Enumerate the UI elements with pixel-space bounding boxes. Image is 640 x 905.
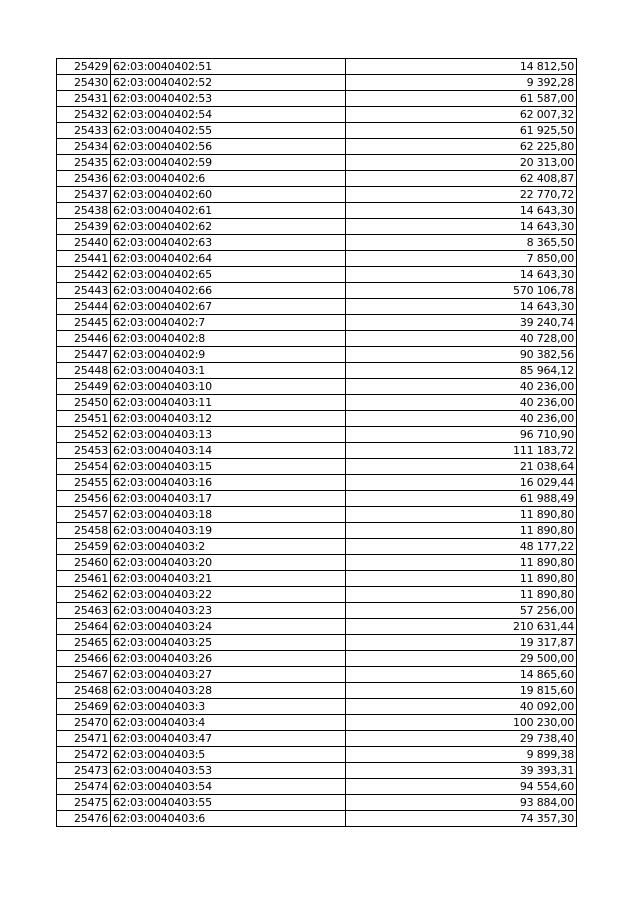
table-row [57,635,577,651]
cadastral-number-cell: 62:03:0040402:67 [111,299,346,315]
table-row [57,187,577,203]
cadastral-number-cell: 62:03:0040403:2 [111,539,346,555]
cadastral-number-cell: 62:03:0040402:54 [111,107,346,123]
cadastral-number-cell: 62:03:0040403:4 [111,715,346,731]
table-row [57,347,577,363]
value-cell: 20 313,00 [346,155,577,171]
row-number-cell: 25474 [57,779,111,795]
row-number-cell: 25438 [57,203,111,219]
cadastral-number-cell: 62:03:0040403:27 [111,667,346,683]
cadastral-number-cell: 62:03:0040403:26 [111,651,346,667]
table-row [57,523,577,539]
cadastral-number-cell: 62:03:0040403:28 [111,683,346,699]
value-cell: 62 225,80 [346,139,577,155]
cadastral-value-table [56,58,577,827]
cadastral-number-cell: 62:03:0040403:53 [111,763,346,779]
cadastral-number-cell: 62:03:0040402:65 [111,267,346,283]
row-number-cell: 25448 [57,363,111,379]
cadastral-number-cell: 62:03:0040403:6 [111,811,346,827]
value-cell: 61 925,50 [346,123,577,139]
cadastral-number-cell: 62:03:0040403:15 [111,459,346,475]
table-row [57,651,577,667]
row-number-cell: 25461 [57,571,111,587]
value-cell: 61 988,49 [346,491,577,507]
row-number-cell: 25471 [57,731,111,747]
table-row [57,555,577,571]
table-row [57,331,577,347]
table-row [57,235,577,251]
value-cell: 85 964,12 [346,363,577,379]
cadastral-number-cell: 62:03:0040403:5 [111,747,346,763]
table-row [57,779,577,795]
table-row [57,459,577,475]
table-row [57,171,577,187]
row-number-cell: 25463 [57,603,111,619]
cadastral-number-cell: 62:03:0040402:62 [111,219,346,235]
value-cell: 40 092,00 [346,699,577,715]
value-cell: 210 631,44 [346,619,577,635]
table-row [57,107,577,123]
table-body [57,59,577,827]
cadastral-number-cell: 62:03:0040402:56 [111,139,346,155]
row-number-cell: 25432 [57,107,111,123]
cadastral-number-cell: 62:03:0040403:55 [111,795,346,811]
table-row [57,267,577,283]
row-number-cell: 25469 [57,699,111,715]
cadastral-number-cell: 62:03:0040403:17 [111,491,346,507]
value-cell: 9 899,38 [346,747,577,763]
cadastral-number-cell: 62:03:0040403:22 [111,587,346,603]
cadastral-number-cell: 62:03:0040402:55 [111,123,346,139]
value-cell: 14 643,30 [346,219,577,235]
table-row [57,731,577,747]
value-cell: 100 230,00 [346,715,577,731]
cadastral-number-cell: 62:03:0040402:59 [111,155,346,171]
value-cell: 62 408,87 [346,171,577,187]
table-row [57,219,577,235]
row-number-cell: 25475 [57,795,111,811]
table-row [57,747,577,763]
table-row [57,427,577,443]
cadastral-number-cell: 62:03:0040402:63 [111,235,346,251]
value-cell: 39 240,74 [346,315,577,331]
table-row [57,91,577,107]
value-cell: 16 029,44 [346,475,577,491]
cadastral-number-cell: 62:03:0040403:14 [111,443,346,459]
value-cell: 111 183,72 [346,443,577,459]
cadastral-number-cell: 62:03:0040403:13 [111,427,346,443]
value-cell: 19 815,60 [346,683,577,699]
value-cell: 11 890,80 [346,523,577,539]
cadastral-number-cell: 62:03:0040403:20 [111,555,346,571]
cadastral-number-cell: 62:03:0040403:12 [111,411,346,427]
row-number-cell: 25442 [57,267,111,283]
value-cell: 14 643,30 [346,299,577,315]
table-row [57,411,577,427]
row-number-cell: 25434 [57,139,111,155]
value-cell: 8 365,50 [346,235,577,251]
cadastral-number-cell: 62:03:0040402:53 [111,91,346,107]
table-row [57,715,577,731]
value-cell: 74 357,30 [346,811,577,827]
cadastral-number-cell: 62:03:0040402:51 [111,59,346,75]
value-cell: 40 236,00 [346,395,577,411]
value-cell: 7 850,00 [346,251,577,267]
row-number-cell: 25459 [57,539,111,555]
table-row [57,507,577,523]
row-number-cell: 25458 [57,523,111,539]
table-row [57,475,577,491]
table-row [57,75,577,91]
cadastral-number-cell: 62:03:0040403:3 [111,699,346,715]
table-row [57,683,577,699]
value-cell: 570 106,78 [346,283,577,299]
cadastral-number-cell: 62:03:0040402:52 [111,75,346,91]
cadastral-number-cell: 62:03:0040403:25 [111,635,346,651]
table-row [57,571,577,587]
row-number-cell: 25431 [57,91,111,107]
table-row [57,539,577,555]
row-number-cell: 25430 [57,75,111,91]
row-number-cell: 25429 [57,59,111,75]
row-number-cell: 25468 [57,683,111,699]
row-number-cell: 25455 [57,475,111,491]
cadastral-number-cell: 62:03:0040403:21 [111,571,346,587]
table-row [57,603,577,619]
table-row [57,123,577,139]
row-number-cell: 25435 [57,155,111,171]
row-number-cell: 25460 [57,555,111,571]
cadastral-number-cell: 62:03:0040403:47 [111,731,346,747]
row-number-cell: 25462 [57,587,111,603]
value-cell: 40 728,00 [346,331,577,347]
cadastral-number-cell: 62:03:0040403:54 [111,779,346,795]
row-number-cell: 25436 [57,171,111,187]
row-number-cell: 25444 [57,299,111,315]
value-cell: 40 236,00 [346,379,577,395]
row-number-cell: 25443 [57,283,111,299]
value-cell: 29 500,00 [346,651,577,667]
row-number-cell: 25450 [57,395,111,411]
table-row [57,315,577,331]
value-cell: 22 770,72 [346,187,577,203]
table-row [57,155,577,171]
cadastral-number-cell: 62:03:0040402:66 [111,283,346,299]
value-cell: 29 738,40 [346,731,577,747]
row-number-cell: 25446 [57,331,111,347]
table-row [57,59,577,75]
value-cell: 14 865,60 [346,667,577,683]
table-row [57,379,577,395]
cadastral-number-cell: 62:03:0040403:18 [111,507,346,523]
table-row [57,395,577,411]
table-row [57,619,577,635]
value-cell: 62 007,32 [346,107,577,123]
value-cell: 11 890,80 [346,571,577,587]
cadastral-number-cell: 62:03:0040403:10 [111,379,346,395]
cadastral-number-cell: 62:03:0040403:16 [111,475,346,491]
row-number-cell: 25447 [57,347,111,363]
cadastral-number-cell: 62:03:0040402:61 [111,203,346,219]
table-row [57,139,577,155]
value-cell: 21 038,64 [346,459,577,475]
value-cell: 90 382,56 [346,347,577,363]
row-number-cell: 25451 [57,411,111,427]
row-number-cell: 25449 [57,379,111,395]
row-number-cell: 25476 [57,811,111,827]
table-row [57,363,577,379]
row-number-cell: 25457 [57,507,111,523]
cadastral-number-cell: 62:03:0040403:24 [111,619,346,635]
row-number-cell: 25473 [57,763,111,779]
value-cell: 48 177,22 [346,539,577,555]
row-number-cell: 25465 [57,635,111,651]
cadastral-number-cell: 62:03:0040402:64 [111,251,346,267]
row-number-cell: 25452 [57,427,111,443]
table-row [57,283,577,299]
value-cell: 11 890,80 [346,555,577,571]
row-number-cell: 25467 [57,667,111,683]
row-number-cell: 25453 [57,443,111,459]
value-cell: 61 587,00 [346,91,577,107]
cadastral-number-cell: 62:03:0040403:11 [111,395,346,411]
table-row [57,587,577,603]
table-row [57,491,577,507]
cadastral-number-cell: 62:03:0040402:9 [111,347,346,363]
row-number-cell: 25456 [57,491,111,507]
table-row [57,795,577,811]
row-number-cell: 25433 [57,123,111,139]
value-cell: 93 884,00 [346,795,577,811]
value-cell: 11 890,80 [346,507,577,523]
table-row [57,667,577,683]
table-row [57,443,577,459]
row-number-cell: 25470 [57,715,111,731]
table-row [57,203,577,219]
value-cell: 14 643,30 [346,267,577,283]
table-row [57,251,577,267]
value-cell: 14 812,50 [346,59,577,75]
table-row [57,699,577,715]
value-cell: 94 554,60 [346,779,577,795]
cadastral-number-cell: 62:03:0040403:1 [111,363,346,379]
row-number-cell: 25440 [57,235,111,251]
row-number-cell: 25464 [57,619,111,635]
value-cell: 57 256,00 [346,603,577,619]
row-number-cell: 25454 [57,459,111,475]
value-cell: 19 317,87 [346,635,577,651]
cadastral-number-cell: 62:03:0040402:60 [111,187,346,203]
table-row [57,299,577,315]
row-number-cell: 25437 [57,187,111,203]
value-cell: 40 236,00 [346,411,577,427]
value-cell: 11 890,80 [346,587,577,603]
value-cell: 96 710,90 [346,427,577,443]
cadastral-number-cell: 62:03:0040403:23 [111,603,346,619]
cadastral-number-cell: 62:03:0040403:19 [111,523,346,539]
row-number-cell: 25439 [57,219,111,235]
cadastral-number-cell: 62:03:0040402:7 [111,315,346,331]
value-cell: 14 643,30 [346,203,577,219]
value-cell: 9 392,28 [346,75,577,91]
row-number-cell: 25472 [57,747,111,763]
row-number-cell: 25445 [57,315,111,331]
row-number-cell: 25466 [57,651,111,667]
value-cell: 39 393,31 [346,763,577,779]
cadastral-number-cell: 62:03:0040402:8 [111,331,346,347]
table-row [57,763,577,779]
cadastral-number-cell: 62:03:0040402:6 [111,171,346,187]
table-row [57,811,577,827]
row-number-cell: 25441 [57,251,111,267]
